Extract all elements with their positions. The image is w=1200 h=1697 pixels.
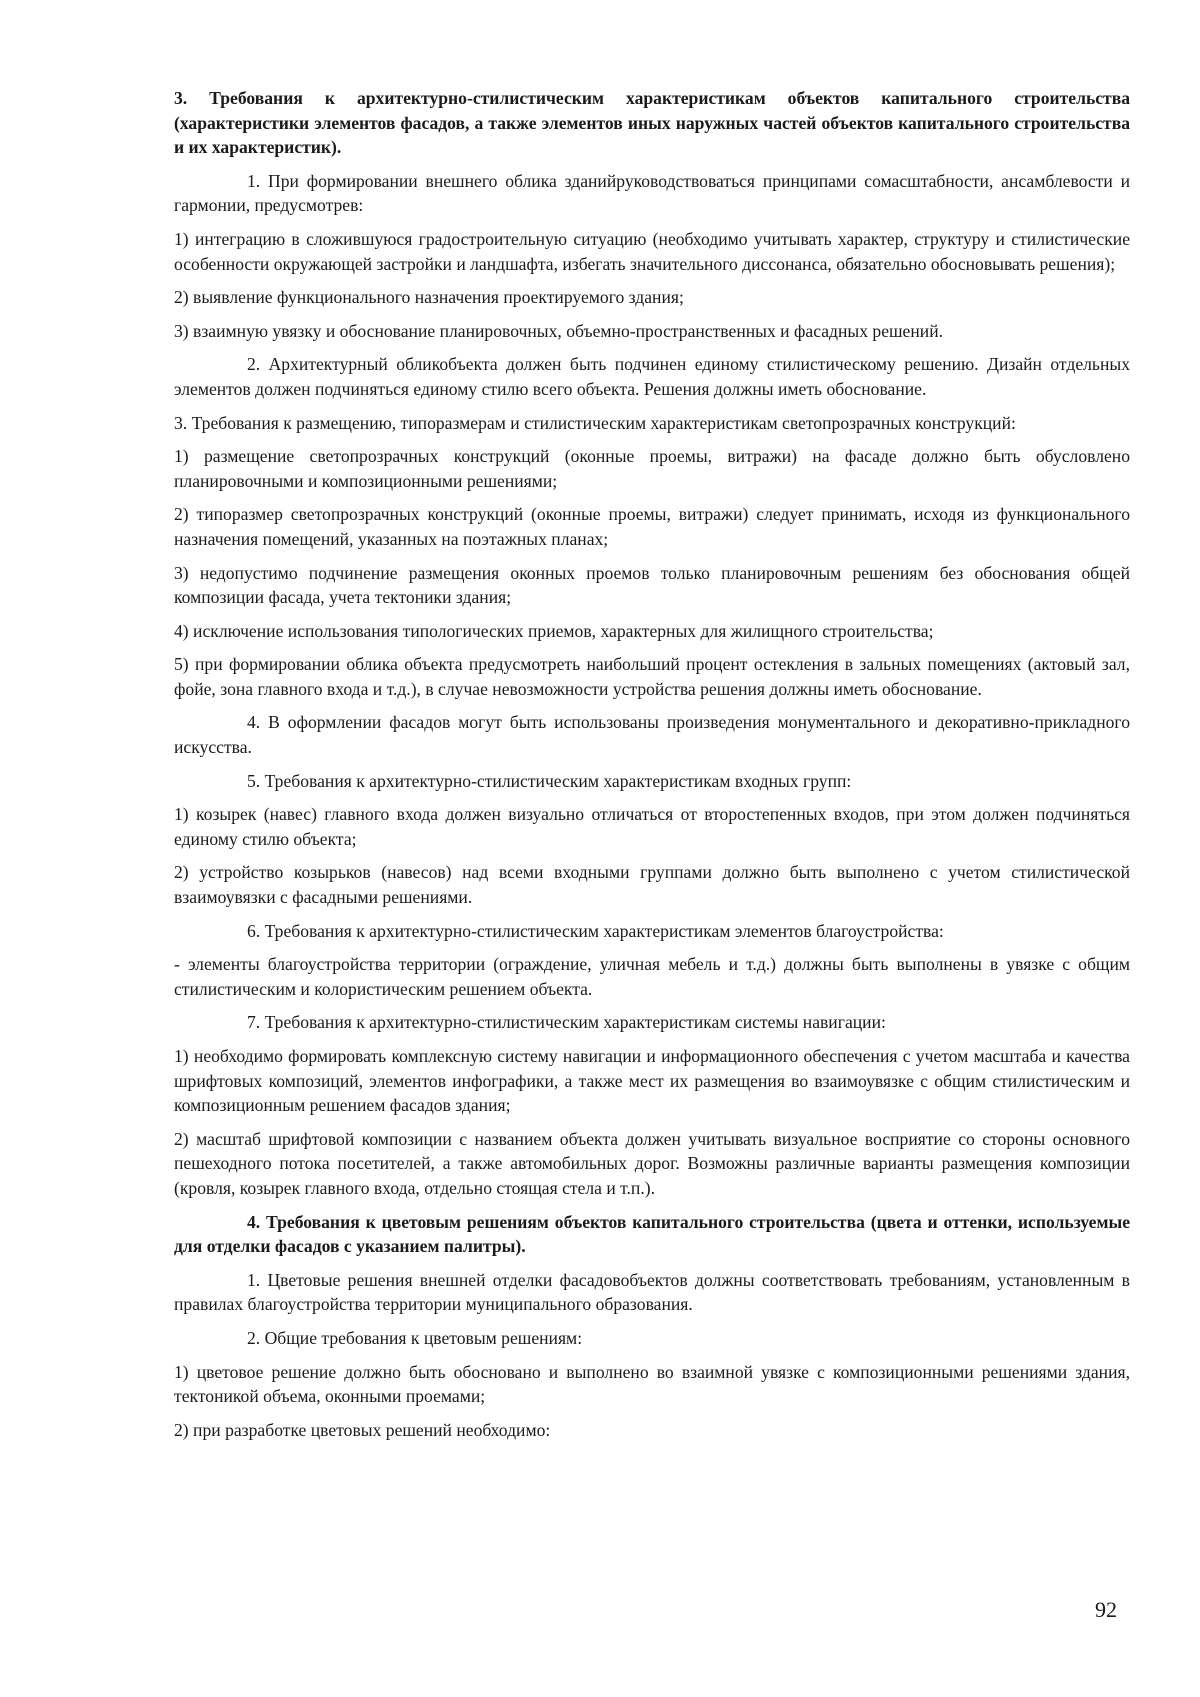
paragraph: 2) выявление функционального назначения проектируемого здания; xyxy=(174,287,684,308)
paragraph: 4) исключение использования типологических приемов, характерных для жилищного строительства; xyxy=(174,620,934,641)
paragraph: 1. Цветовые решения внешней отделки фасадовобъектов должны соответствовать требованиям, установленным в правилах благоустройства территории муниципального образования. xyxy=(174,1269,1130,1315)
paragraph: 7. Требования к архитектурно-стилистическим характеристикам системы навигации: xyxy=(247,1012,886,1033)
paragraph: 1) интеграцию в сложившуюся градостроительную ситуацию (необходимо учитывать характер, структуру и стилистические особенности окружающей застройки и ландшафта, избегать значительного диссонанса, обязательно обосновывать решения); xyxy=(174,228,1130,274)
paragraph: 2) типоразмер светопрозрачных конструкций (оконные проемы, витражи) следует принимать, исходя из функционального назначения помещений, указанных на поэтажных планах; xyxy=(174,504,1130,549)
section-heading: 3. Требования к архитектурно-стилистическим характеристикам объектов капитального строительства (характеристики элементов фасадов, а также элементов иных наружных частей объектов капитального строительства и их характеристик). xyxy=(174,88,1130,158)
section-heading: 4. Требования к цветовым решениям объектов капитального строительства (цвета и оттенки, используемые для отделки фасадов с указанием палитры). xyxy=(174,1211,1130,1257)
paragraph: 5) при формировании облика объекта предусмотреть наибольший процент остекления в зальных помещениях (актовый зал, фойе, зона главного входа и т.д.), в случае невозможности устройства решения должны иметь обоснование. xyxy=(174,654,1130,699)
document-body xyxy=(174,86,1130,1451)
paragraph: 2) устройство козырьков (навесов) над всеми входными группами должно быть выполнено с учетом стилистической взаимоувязки с фасадными решениями. xyxy=(174,862,1130,908)
paragraph: 2) масштаб шрифтовой композиции с названием объекта должен учитывать визуальное восприятие со стороны основного пешеходного потока посетителей, а также автомобильных дорог. Возможны различные варианты размещения композиции (кровля, козырек главного входа, отдельно стоящая стела и т.п.). xyxy=(174,1128,1130,1198)
paragraph: 1) необходимо формировать комплексную систему навигации и информационного обеспечения с учетом масштаба и качества шрифтовых композиций, элементов инфографики, а также мест их размещения во взаимоувязке с общим стилистическим и композиционным решением фасадов здания; xyxy=(174,1046,1130,1116)
paragraph: 1. При формировании внешнего облика зданийруководствоваться принципами сомасштабности, ансамблевости и гармонии, предусмотрев: xyxy=(174,170,1130,216)
page-number: 92 xyxy=(1095,1597,1117,1622)
paragraph: 3) недопустимо подчинение размещения оконных проемов только планировочным решениям без обоснования общей композиции фасада, учета тектоники здания; xyxy=(174,562,1130,608)
paragraph: 5. Требования к архитектурно-стилистическим характеристикам входных групп: xyxy=(247,770,852,791)
paragraph: 2. Общие требования к цветовым решениям: xyxy=(247,1327,583,1348)
paragraph: - элементы благоустройства территории (ограждение, уличная мебель и т.д.) должны быть выполнены в увязке с общим стилистическим и колористическим решением объекта. xyxy=(174,954,1130,999)
paragraph: 1) козырек (навес) главного входа должен визуально отличаться от второстепенных входов, при этом должен подчиняться единому стилю объекта; xyxy=(174,804,1130,849)
paragraph: 2. Архитектурный обликобъекта должен быть подчинен единому стилистическому решению. Дизайн отдельных элементов должен подчиняться единому стилю всего объекта. Решения должны иметь обоснование. xyxy=(174,354,1130,399)
paragraph: 1) размещение светопрозрачных конструкций (оконные проемы, витражи) на фасаде должно быть обусловлено планировочными и композиционными решениями; xyxy=(174,446,1130,491)
paragraph: 4. В оформлении фасадов могут быть использованы произведения монументального и декоративно-прикладного искусства. xyxy=(174,712,1130,758)
paragraph: 1) цветовое решение должно быть обосновано и выполнено во взаимной увязке с композиционными решениями здания, тектоникой объема, оконными проемами; xyxy=(174,1361,1130,1407)
paragraph: 3) взаимную увязку и обоснование планировочных, объемно-пространственных и фасадных решений. xyxy=(174,320,944,341)
paragraph: 2) при разработке цветовых решений необходимо: xyxy=(174,1419,551,1440)
paragraph: 6. Требования к архитектурно-стилистическим характеристикам элементов благоустройства: xyxy=(247,920,944,941)
paragraph: 3. Требования к размещению, типоразмерам и стилистическим характеристикам светопрозрачных конструкций: xyxy=(174,412,1016,433)
